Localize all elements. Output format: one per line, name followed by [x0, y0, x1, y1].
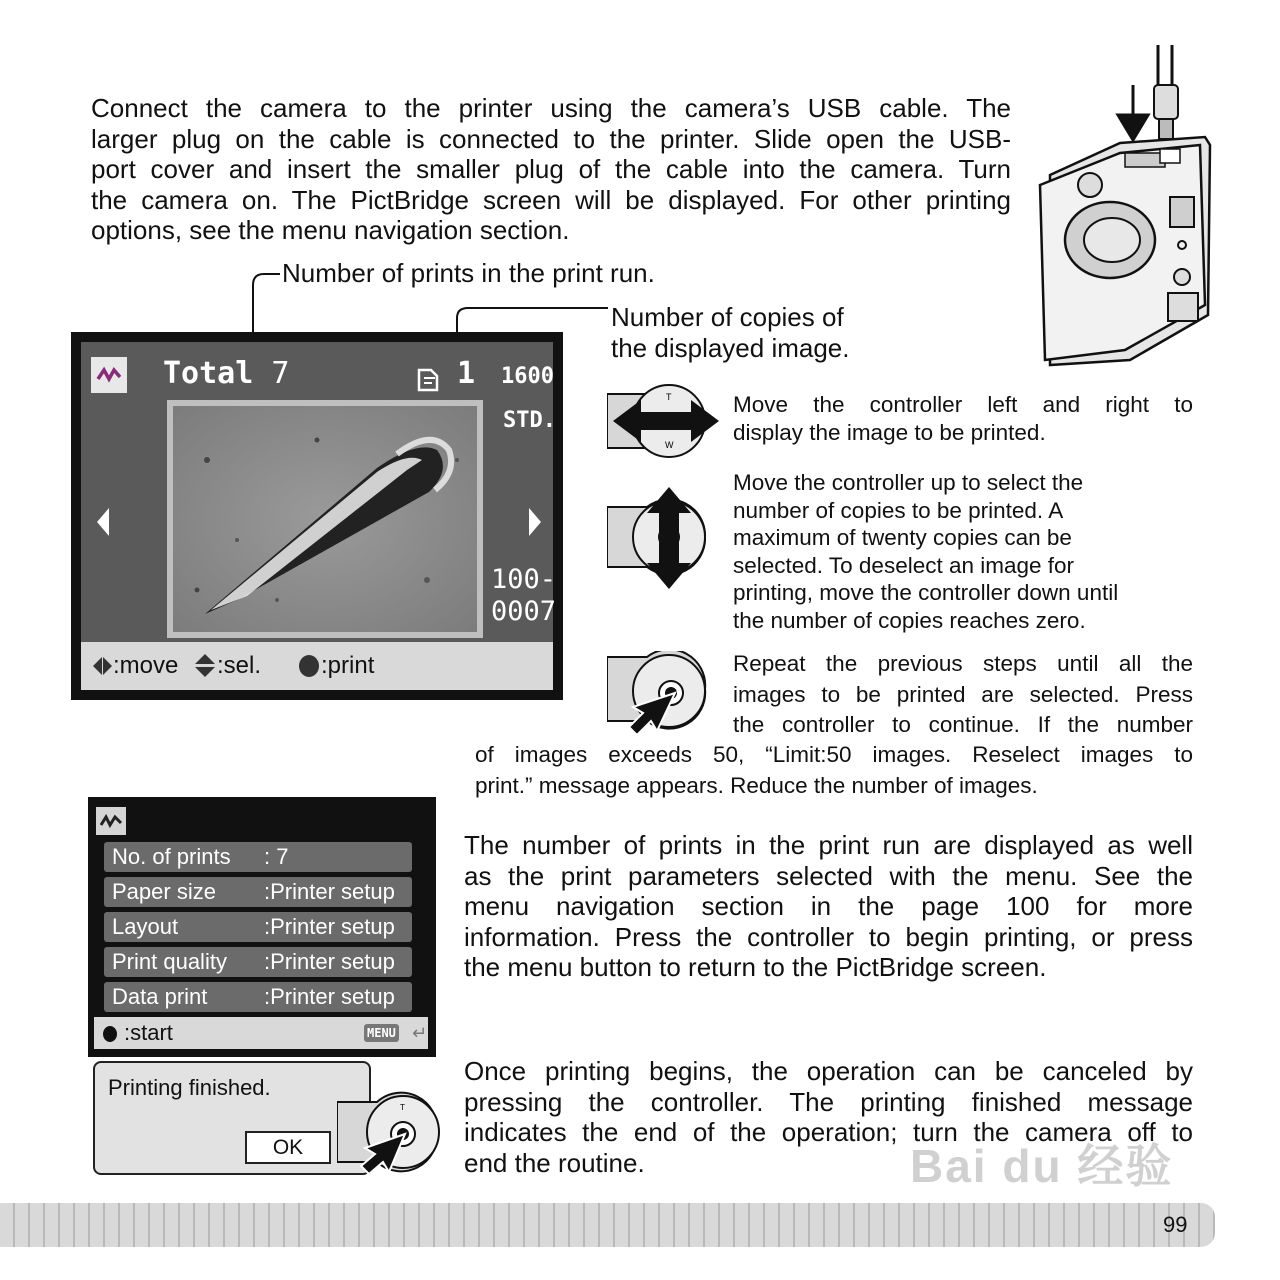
intro-line: the camera on. The PictBridge screen will be displayed. For other printing — [91, 184, 1011, 215]
return-arrow-icon: ↵ — [412, 1023, 428, 1043]
print-run-paragraph — [464, 830, 1193, 983]
intro-paragraph — [91, 93, 1011, 246]
menu-button-badge[interactable]: MENU — [364, 1024, 399, 1042]
paragraph-line: end the routine. — [464, 1147, 645, 1178]
menu-row-label: Paper size — [112, 879, 216, 904]
total-label: Total — [163, 356, 254, 391]
svg-text:W: W — [665, 440, 674, 450]
file-number-line: 100- — [491, 564, 557, 595]
lcd-guide-bar — [81, 642, 553, 690]
total-value: 7 — [271, 356, 290, 391]
step-line: images to be printed are selected. Press — [733, 681, 1193, 707]
printing-finished-dialog — [93, 1061, 371, 1175]
file-number — [491, 564, 556, 628]
watermark-brand: Bai du 经验 — [910, 1140, 1174, 1192]
menu-row-no-of-prints[interactable] — [104, 842, 412, 872]
controller-up-down-icon — [607, 487, 711, 589]
menu-row-paper-size[interactable] — [104, 877, 412, 907]
print-label: :print — [321, 652, 375, 679]
paragraph-line: Once printing begins, the operation can be canceled by — [464, 1056, 1193, 1086]
menu-row-value: :Printer setup — [264, 914, 395, 939]
step-line: the number of copies reaches zero. — [733, 607, 1086, 633]
callout-copies-line: the displayed image. — [611, 333, 850, 363]
dialog-message: Printing finished. — [108, 1075, 271, 1100]
step-line: printing, move the controller down until — [733, 580, 1119, 605]
step-line: print.” message appears. Reduce the number of images. — [475, 772, 1038, 798]
next-image-arrow[interactable] — [529, 508, 541, 536]
pictbridge-icon — [96, 807, 126, 835]
paragraph-line: information. Press the controller to begin printing, or press — [464, 921, 1193, 952]
menu-row-label: Layout — [112, 914, 179, 939]
pictbridge-icon — [91, 357, 127, 393]
menu-row-label: Data print — [112, 984, 208, 1009]
prev-image-arrow[interactable] — [97, 508, 109, 536]
svg-text:T: T — [666, 392, 672, 402]
page-number: 99 — [1163, 1212, 1188, 1237]
menu-row-data-print[interactable] — [104, 982, 412, 1012]
paragraph-line: indicates the end of the operation; turn the camera off to — [464, 1117, 1193, 1147]
print-copies-icon — [415, 364, 443, 394]
svg-text:T: T — [400, 1103, 405, 1112]
pictbridge-lcd-screen — [71, 332, 563, 700]
menu-row-layout[interactable] — [104, 912, 412, 942]
file-number-line: 0007 — [491, 596, 557, 627]
controller-press-icon — [607, 651, 711, 735]
sel-label: :sel. — [217, 652, 262, 679]
print-menu-screen — [88, 797, 436, 1057]
paragraph-line: the menu button to return to the PictBridge screen. — [464, 952, 1047, 982]
right-arrow-part-icon — [103, 657, 112, 675]
step-1-text — [733, 391, 1193, 446]
paragraph-line: The number of prints in the print run are displayed as well — [464, 830, 1193, 860]
paragraph-line: menu navigation section in the page 100 for more — [464, 891, 1193, 921]
paragraph-line: as the print parameters selected with the menu. See the — [464, 860, 1193, 891]
paragraph-line: pressing the controller. The printing finished message — [464, 1086, 1193, 1117]
menu-row-label: Print quality — [112, 949, 227, 974]
controller-left-right-icon — [607, 382, 719, 460]
step-3-continued — [475, 740, 1193, 801]
center-button-icon — [299, 655, 319, 677]
move-label: :move — [113, 652, 179, 679]
menu-row-value: :Printer setup — [264, 984, 395, 1009]
callout-copies — [611, 302, 849, 364]
center-button-icon — [103, 1026, 117, 1042]
step-line: selected. To deselect an image for — [733, 552, 1075, 578]
step-3-text — [733, 649, 1193, 741]
callout-copies-line: Number of copies of — [611, 302, 844, 332]
up-down-arrows-icon — [195, 654, 215, 664]
menu-row-label: No. of prints — [112, 844, 231, 869]
resolution-indicator: 1600 — [501, 364, 554, 389]
menu-row-value: : 7 — [264, 844, 289, 869]
down-arrow-part-icon — [195, 667, 215, 677]
step-line: the controller to continue. If the number — [733, 712, 1193, 737]
start-label: :start — [124, 1020, 173, 1045]
step-2-text — [733, 469, 1193, 634]
menu-row-print-quality[interactable] — [104, 947, 412, 977]
controller-press-icon — [337, 1090, 447, 1174]
copies-value: 1 — [457, 356, 476, 391]
intro-line: larger plug on the cable is connected to the printer. Slide open the USB- — [91, 123, 1011, 154]
quality-indicator: STD. — [503, 408, 556, 433]
step-line: number of copies to be printed. A — [733, 497, 1064, 523]
step-line: of images exceeds 50, “Limit:50 images. Reselect images to — [475, 742, 1193, 767]
intro-line: port cover and insert the smaller plug of the cable into the camera. Turn — [91, 154, 1011, 184]
intro-line: Connect the camera to the printer using the camera’s USB cable. The — [91, 93, 1011, 123]
camera-usb-illustration — [1030, 45, 1220, 370]
step-line: Move the controller up to select the — [733, 470, 1084, 495]
preview-image — [167, 400, 483, 638]
menu-guide-bar — [94, 1017, 428, 1049]
left-right-arrows-icon — [93, 657, 102, 675]
callout-prints-in-run: Number of prints in the print run. — [282, 258, 655, 288]
menu-row-value: :Printer setup — [264, 879, 395, 904]
step-line: maximum of twenty copies can be — [733, 525, 1072, 550]
step-line: Repeat the previous steps until all the — [733, 651, 1193, 676]
intro-line: options, see the menu navigation section. — [91, 215, 570, 245]
footer-bar — [0, 1203, 1215, 1247]
step-line: Move the controller left and right to — [733, 392, 1193, 417]
step-line: display the image to be printed. — [733, 419, 1046, 445]
ok-button[interactable]: OK — [245, 1131, 331, 1164]
menu-row-value: :Printer setup — [264, 949, 395, 974]
